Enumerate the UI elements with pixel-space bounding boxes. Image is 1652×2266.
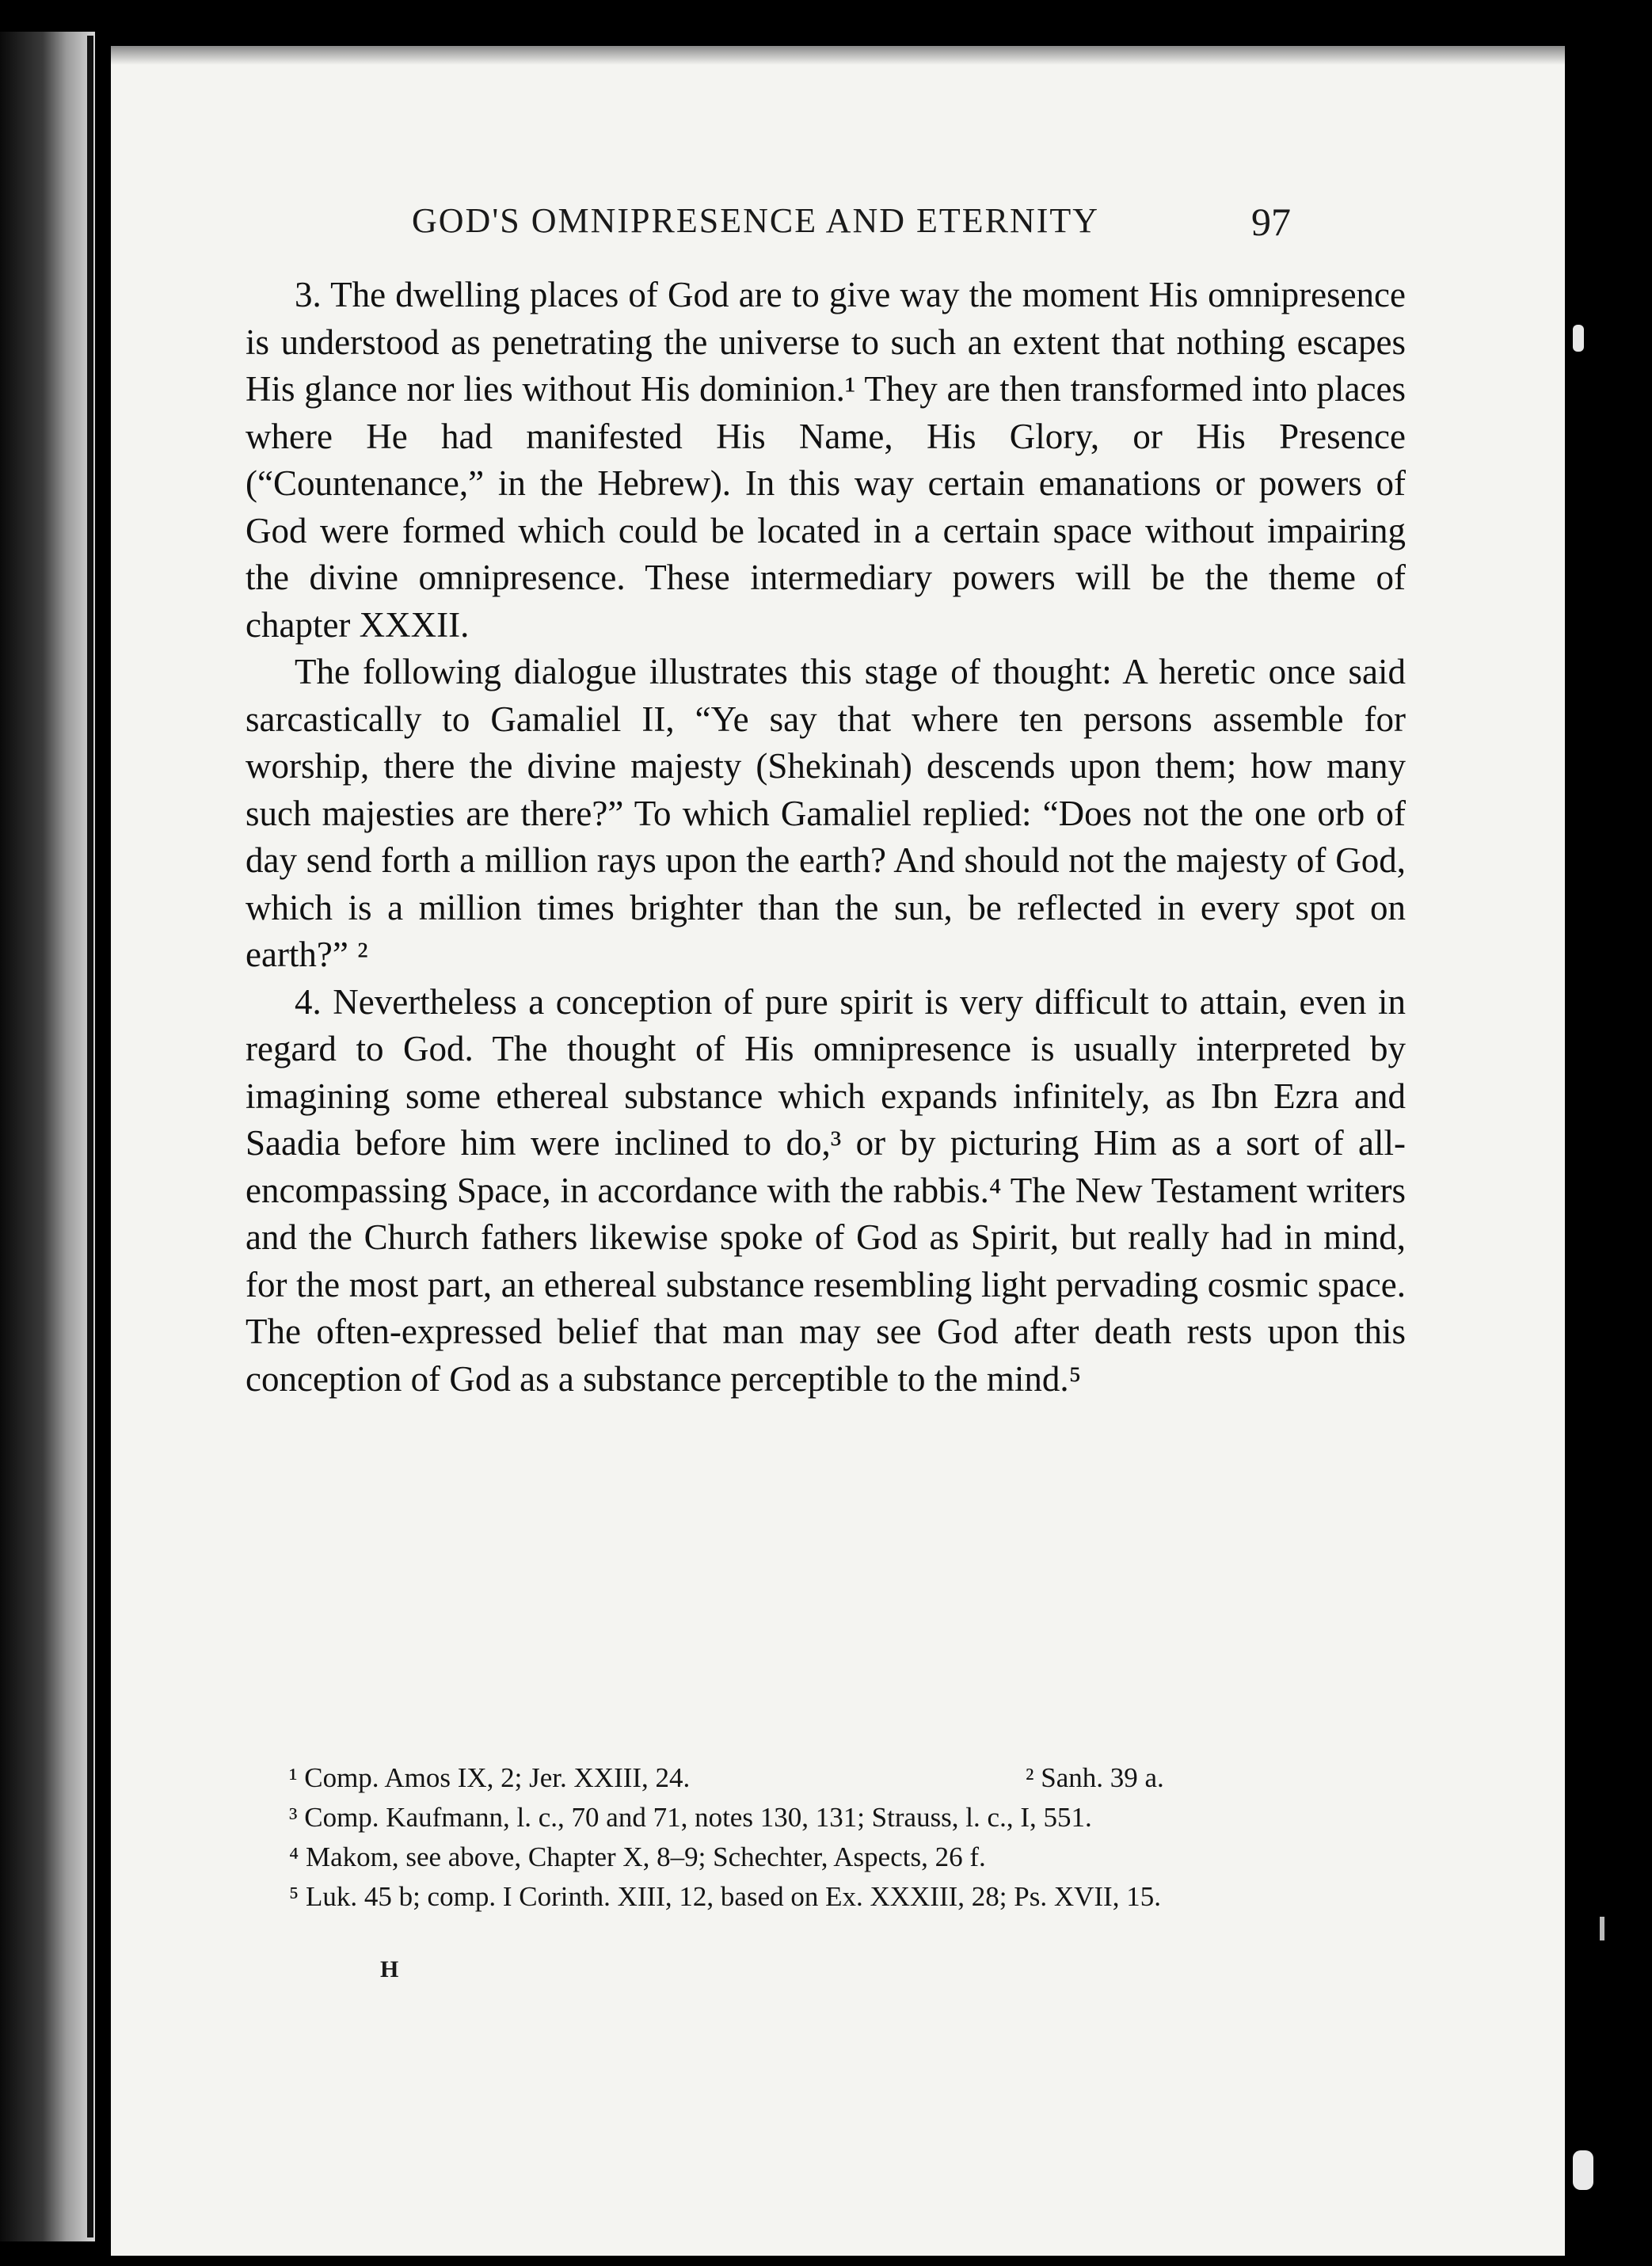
paragraph: The following dialogue illustrates this stage of thought: A heretic once said sarcastically to Gamaliel II, “Ye say that where ten persons assemble for worship, there the divine majesty (Shekinah) descends upon them; how many such majesties are there?” To which Gamaliel replied: “Does not the one orb of day send forth a million rays upon the earth? And should not the majesty of God, which is a million times brighter than the sun, be reflected in every spot on earth?” ² [246, 652, 1406, 974]
scan-artifact [1600, 1917, 1604, 1940]
footnote-4: ⁴ Makom, see above, Chapter X, 8–9; Schechter, Aspects, 26 f. [289, 1841, 986, 1872]
footnote-5: ⁵ Luk. 45 b; comp. I Corinth. XIII, 12, based on Ex. XXXIII, 28; Ps. XVII, 15. [289, 1881, 1161, 1912]
adjacent-page-edge [0, 32, 95, 2241]
signature-mark: H [380, 1956, 399, 1982]
paragraph: 3. The dwelling places of God are to give way the moment His omnipresence is understood as penetrating the universe to such an extent that nothing escapes His glance nor lies without His dominion.¹ They are then transformed into places where He had manifested His Name, His Glory, or His Presence (“Countenance,” in the Hebrew). In this way certain emanations or powers of God were formed which could be located in a certain space without impairing the divine omnipresence. These intermediary powers will be the theme of chapter XXXII. [246, 275, 1406, 645]
footnote-3: ³ Comp. Kaufmann, l. c., 70 and 71, notes 130, 131; Strauss, l. c., I, 551. [289, 1802, 1092, 1833]
page-header [111, 185, 1565, 256]
paragraph: 4. Nevertheless a conception of pure spirit is very difficult to attain, even in regard to God. The thought of His omnipresence is usually interpreted by imagining some ethereal substance which expands infinitely, as Ibn Ezra and Saadia before him were inclined to do,³ or by picturing Him as a sort of all-encompassing Space, in accordance with the rabbis.⁴ The New Testament writers and the Church fathers likewise spoke of God as Spirit, but really had in mind, for the most part, an ethereal substance resembling light pervading cosmic space. The often-expressed belief that man may see God after death rests upon this conception of God as a substance perceptible to the mind.⁵ [246, 981, 1406, 1399]
footnote-2: ² Sanh. 39 a. [1026, 1762, 1164, 1793]
book-page [111, 46, 1565, 2256]
footnote-1: ¹ Comp. Amos IX, 2; Jer. XXIII, 24. [289, 1762, 691, 1793]
scan-artifact [1573, 2150, 1593, 2190]
scan-artifact [1573, 325, 1584, 352]
footnotes [246, 1758, 1406, 1917]
running-head: GOD'S OMNIPRESENCE AND ETERNITY [412, 201, 1100, 240]
body-text [246, 272, 1406, 1403]
page-number: 97 [1251, 200, 1291, 244]
footnote-row [246, 1758, 1406, 1798]
gutter-shadow [87, 36, 93, 2237]
